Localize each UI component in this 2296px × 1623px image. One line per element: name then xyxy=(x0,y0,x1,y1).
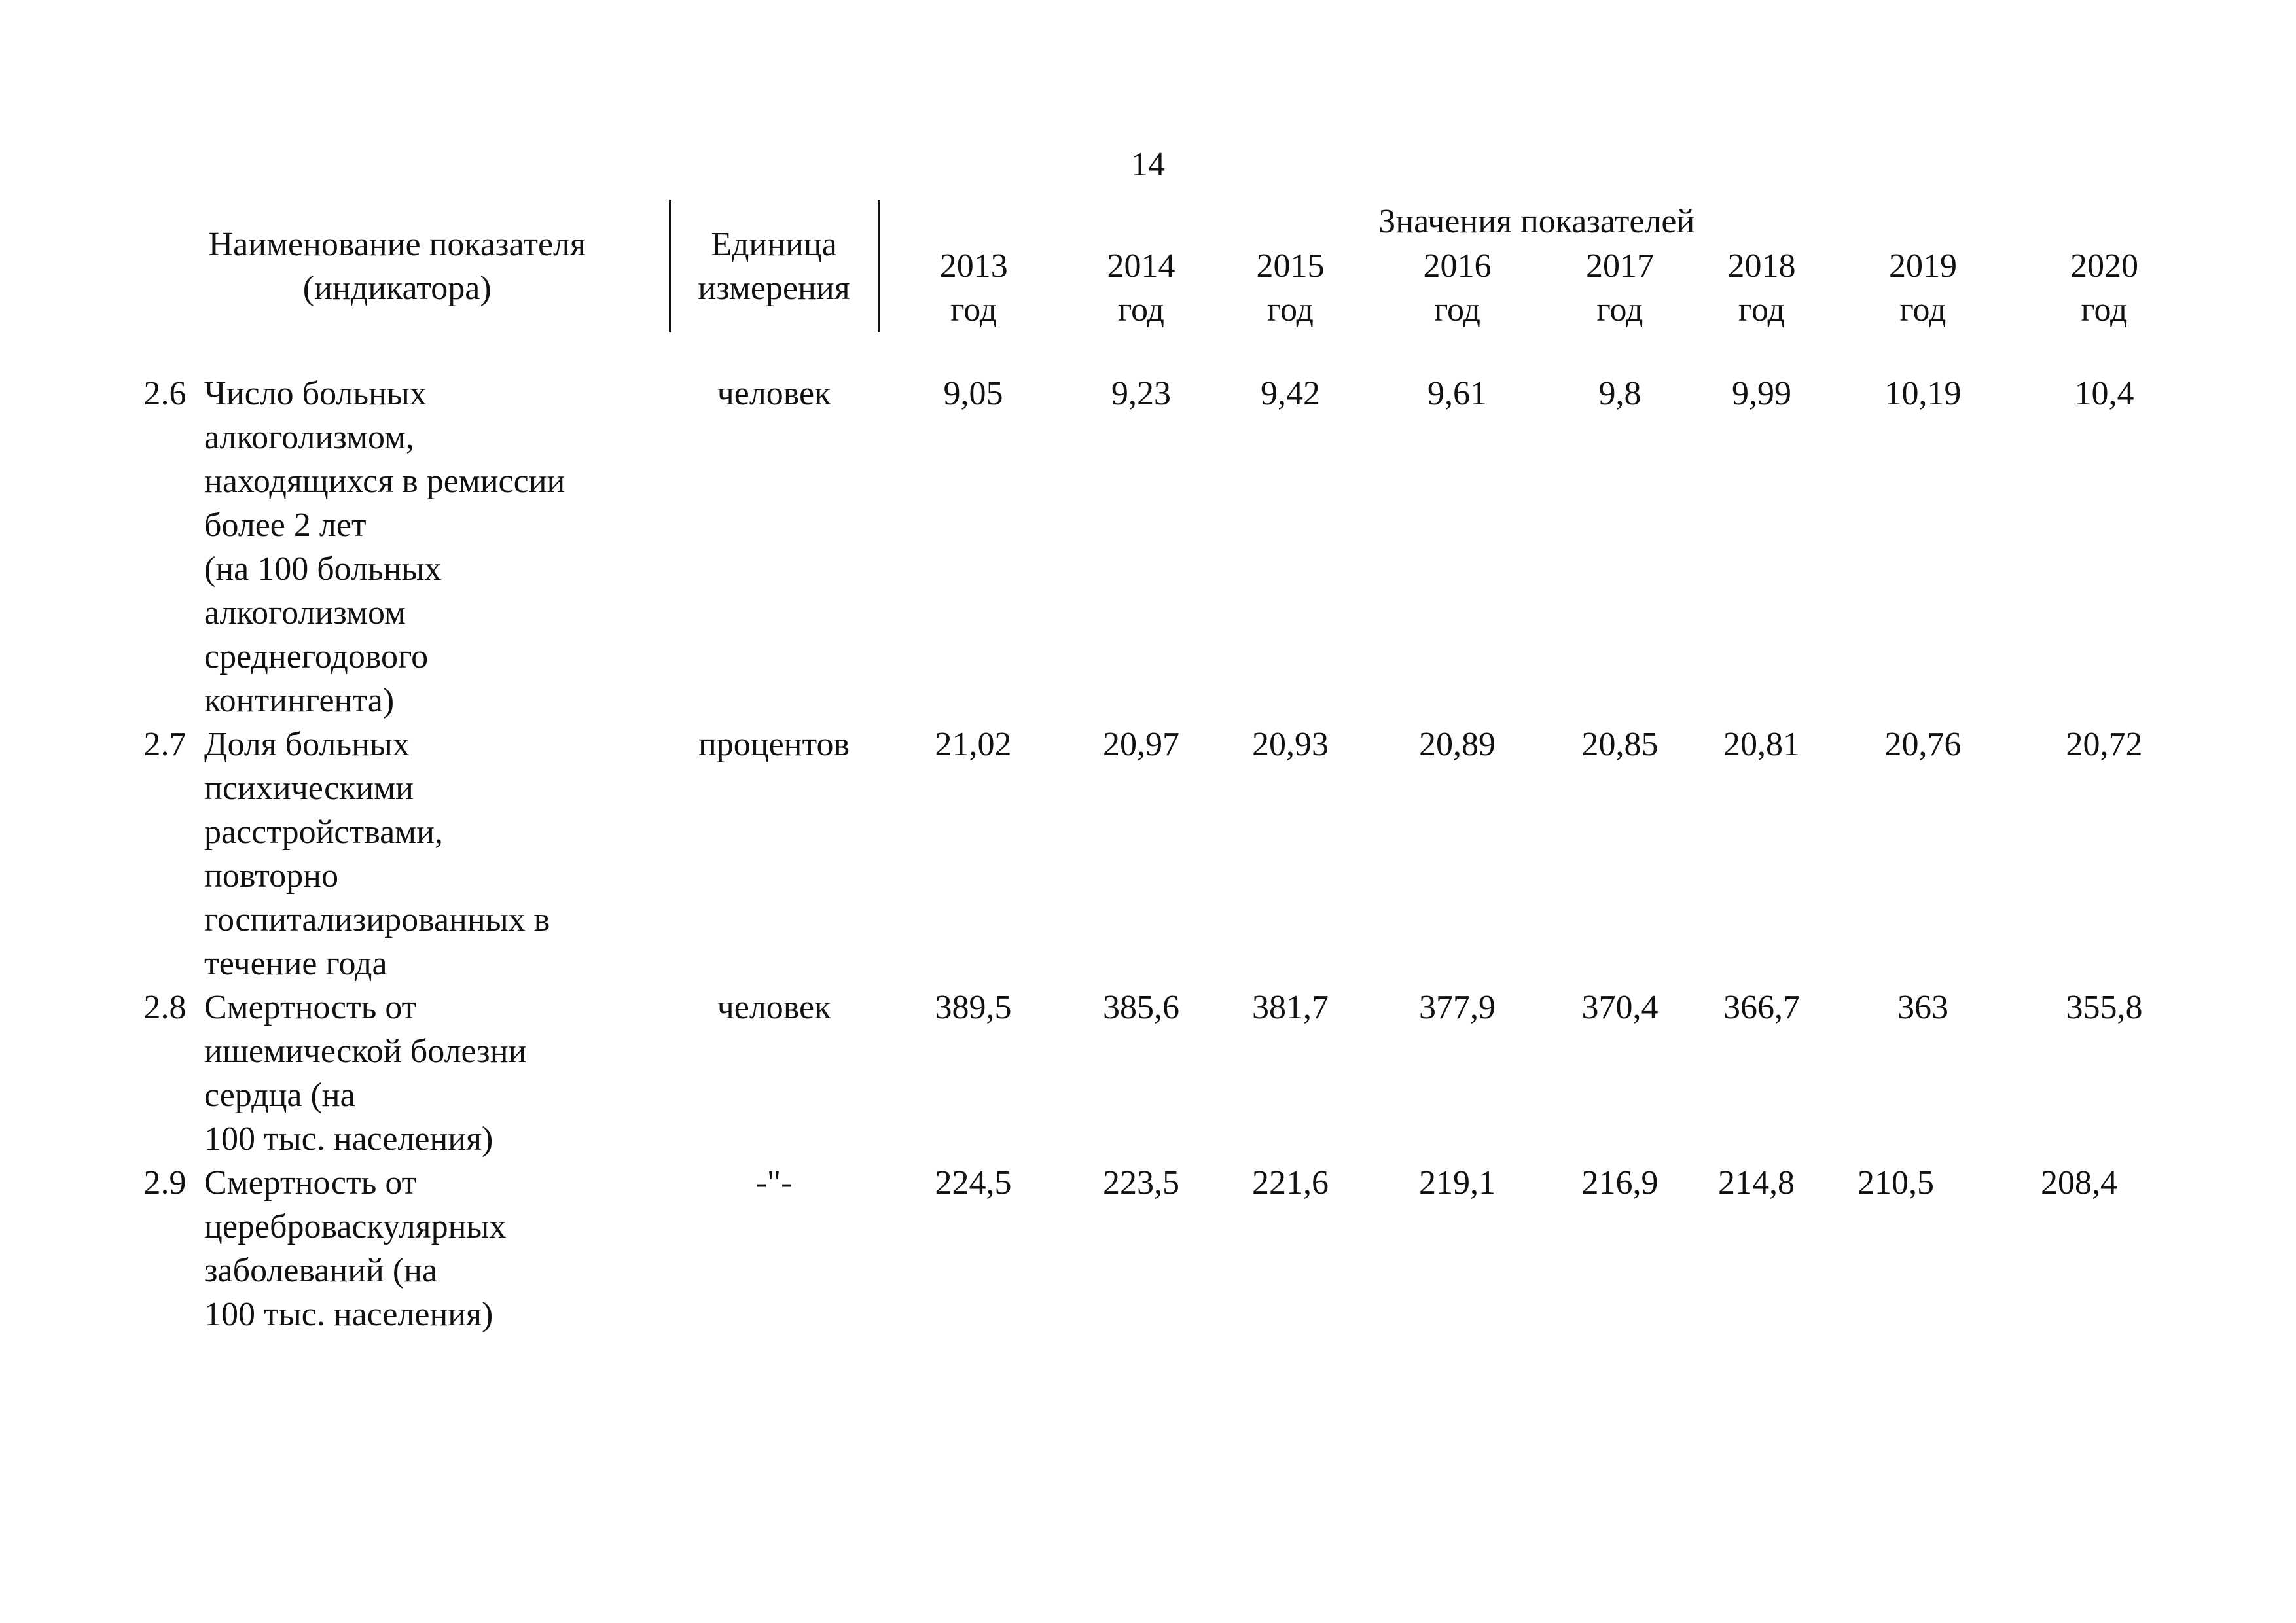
row-number: 2.7 xyxy=(143,726,187,763)
value-2013: 389,5 xyxy=(935,989,1012,1026)
value-2020: 355,8 xyxy=(2066,989,2143,1026)
header-year-2015 xyxy=(1214,243,1367,332)
indicator-name-line: ишемической болезни xyxy=(204,1033,527,1070)
indicator-name-line: цереброваскулярных xyxy=(204,1208,507,1245)
indicator-name-line: алкоголизмом xyxy=(204,594,406,632)
header-year-value: 2018 xyxy=(1727,247,1796,285)
value-2014: 223,5 xyxy=(1103,1164,1180,1202)
header-year-value: 2014 xyxy=(1107,247,1175,285)
indicator-name-line: заболеваний (на xyxy=(204,1252,438,1289)
row-unit: человек xyxy=(717,989,831,1026)
header-year-value: 2019 xyxy=(1889,247,1958,285)
indicator-name-line: повторно xyxy=(204,857,338,895)
value-2019: 363 xyxy=(1897,989,1949,1026)
header-year-value: 2020 xyxy=(2070,247,2139,285)
row-number: 2.9 xyxy=(143,1164,187,1202)
indicator-name-line: среднегодового xyxy=(204,638,429,675)
header-year-word: год xyxy=(2081,291,2128,329)
header-year-word: год xyxy=(1596,291,1643,329)
value-2017: 9,8 xyxy=(1598,375,1641,412)
header-year-2019 xyxy=(1831,243,2015,332)
indicators-table xyxy=(126,200,2194,1336)
value-2018: 20,81 xyxy=(1723,726,1801,763)
value-2013: 21,02 xyxy=(935,726,1012,763)
page-number: 14 xyxy=(1131,146,1165,183)
value-2019: 20,76 xyxy=(1884,726,1962,763)
value-2017: 20,85 xyxy=(1581,726,1659,763)
value-2015: 381,7 xyxy=(1252,989,1329,1026)
header-indicator-name xyxy=(126,200,670,332)
value-2015: 20,93 xyxy=(1252,726,1329,763)
indicator-name-line: более 2 лет xyxy=(204,507,367,544)
header-values-group: Значения показателей xyxy=(1378,203,1695,240)
value-2014: 385,6 xyxy=(1103,989,1180,1026)
header-year-2020 xyxy=(2015,243,2194,332)
table-row xyxy=(126,1161,2194,1336)
value-2013: 224,5 xyxy=(935,1164,1012,1202)
header-year-2017 xyxy=(1548,243,1692,332)
indicator-name-line: сердца (на xyxy=(204,1077,355,1114)
header-year-word: год xyxy=(950,291,997,329)
header-year-2014 xyxy=(1068,243,1214,332)
table-body xyxy=(126,332,2194,1336)
value-2020: 208,4 xyxy=(2041,1164,2118,1202)
table-row xyxy=(126,986,2194,1161)
value-2015: 221,6 xyxy=(1252,1164,1329,1202)
row-number: 2.8 xyxy=(143,989,187,1026)
row-unit: процентов xyxy=(698,726,850,763)
header-year-word: год xyxy=(1738,291,1785,329)
spacer-cell xyxy=(126,332,2194,372)
header-year-word: год xyxy=(1434,291,1481,329)
indicator-name-line: Смертность от xyxy=(204,1164,417,1202)
value-2018: 9,99 xyxy=(1732,375,1792,412)
indicator-name-line: течение года xyxy=(204,945,387,982)
header-year-value: 2017 xyxy=(1586,247,1655,285)
value-2015: 9,42 xyxy=(1261,375,1321,412)
value-2017: 216,9 xyxy=(1581,1164,1659,1202)
header-year-2013 xyxy=(878,243,1068,332)
header-unit-line: измерения xyxy=(698,269,850,307)
header-year-value: 2016 xyxy=(1423,247,1492,285)
value-2016: 219,1 xyxy=(1419,1164,1496,1202)
row-indicator-name xyxy=(204,372,670,722)
row-indicator-name xyxy=(204,1161,670,1336)
row-unit: -"- xyxy=(755,1164,793,1202)
table-row xyxy=(126,722,2194,986)
indicator-name-line: контингента) xyxy=(204,682,395,719)
row-number: 2.6 xyxy=(143,375,187,412)
header-year-2016 xyxy=(1367,243,1548,332)
row-indicator-name xyxy=(204,986,670,1161)
header-indicator-name-line: Наименование показателя xyxy=(208,225,586,263)
indicator-name-line: госпитализированных в xyxy=(204,901,550,938)
value-2013: 9,05 xyxy=(943,375,1003,412)
value-2020: 20,72 xyxy=(2066,726,2143,763)
header-unit xyxy=(670,200,878,332)
indicator-name-line: находящихся в ремиссии xyxy=(204,463,565,500)
row-indicator-name xyxy=(204,722,670,986)
indicator-name-line: психическими xyxy=(204,770,414,807)
header-year-value: 2015 xyxy=(1256,247,1325,285)
value-2014: 9,23 xyxy=(1111,375,1172,412)
value-2016: 9,61 xyxy=(1427,375,1488,412)
header-unit-line: Единица xyxy=(711,225,837,263)
value-2016: 20,89 xyxy=(1419,726,1496,763)
value-2018: 214,8 xyxy=(1718,1164,1795,1202)
row-unit: человек xyxy=(717,375,831,412)
table-row xyxy=(126,372,2194,722)
value-2019: 10,19 xyxy=(1884,375,1962,412)
value-2018: 366,7 xyxy=(1723,989,1801,1026)
header-body-spacer xyxy=(126,332,2194,372)
table-header xyxy=(126,200,2194,332)
indicator-name-line: (на 100 больных xyxy=(204,550,442,588)
indicator-name-line: Число больных xyxy=(204,375,427,412)
header-year-value: 2013 xyxy=(939,247,1008,285)
value-2016: 377,9 xyxy=(1419,989,1496,1026)
header-year-word: год xyxy=(1899,291,1946,329)
header-indicator-name-line: (индикатора) xyxy=(302,269,492,307)
indicator-name-line: Доля больных xyxy=(204,726,410,763)
value-2019: 210,5 xyxy=(1857,1164,1935,1202)
indicator-name-line: 100 тыс. населения) xyxy=(204,1296,493,1333)
value-2017: 370,4 xyxy=(1581,989,1659,1026)
indicator-name-line: Смертность от xyxy=(204,989,417,1026)
value-2020: 10,4 xyxy=(2074,375,2134,412)
indicator-name-line: 100 тыс. населения) xyxy=(204,1120,493,1158)
value-2014: 20,97 xyxy=(1103,726,1180,763)
indicator-name-line: расстройствами, xyxy=(204,813,443,851)
header-year-word: год xyxy=(1118,291,1165,329)
indicator-name-line: алкоголизмом, xyxy=(204,419,414,456)
header-year-word: год xyxy=(1267,291,1314,329)
header-year-2018 xyxy=(1692,243,1831,332)
